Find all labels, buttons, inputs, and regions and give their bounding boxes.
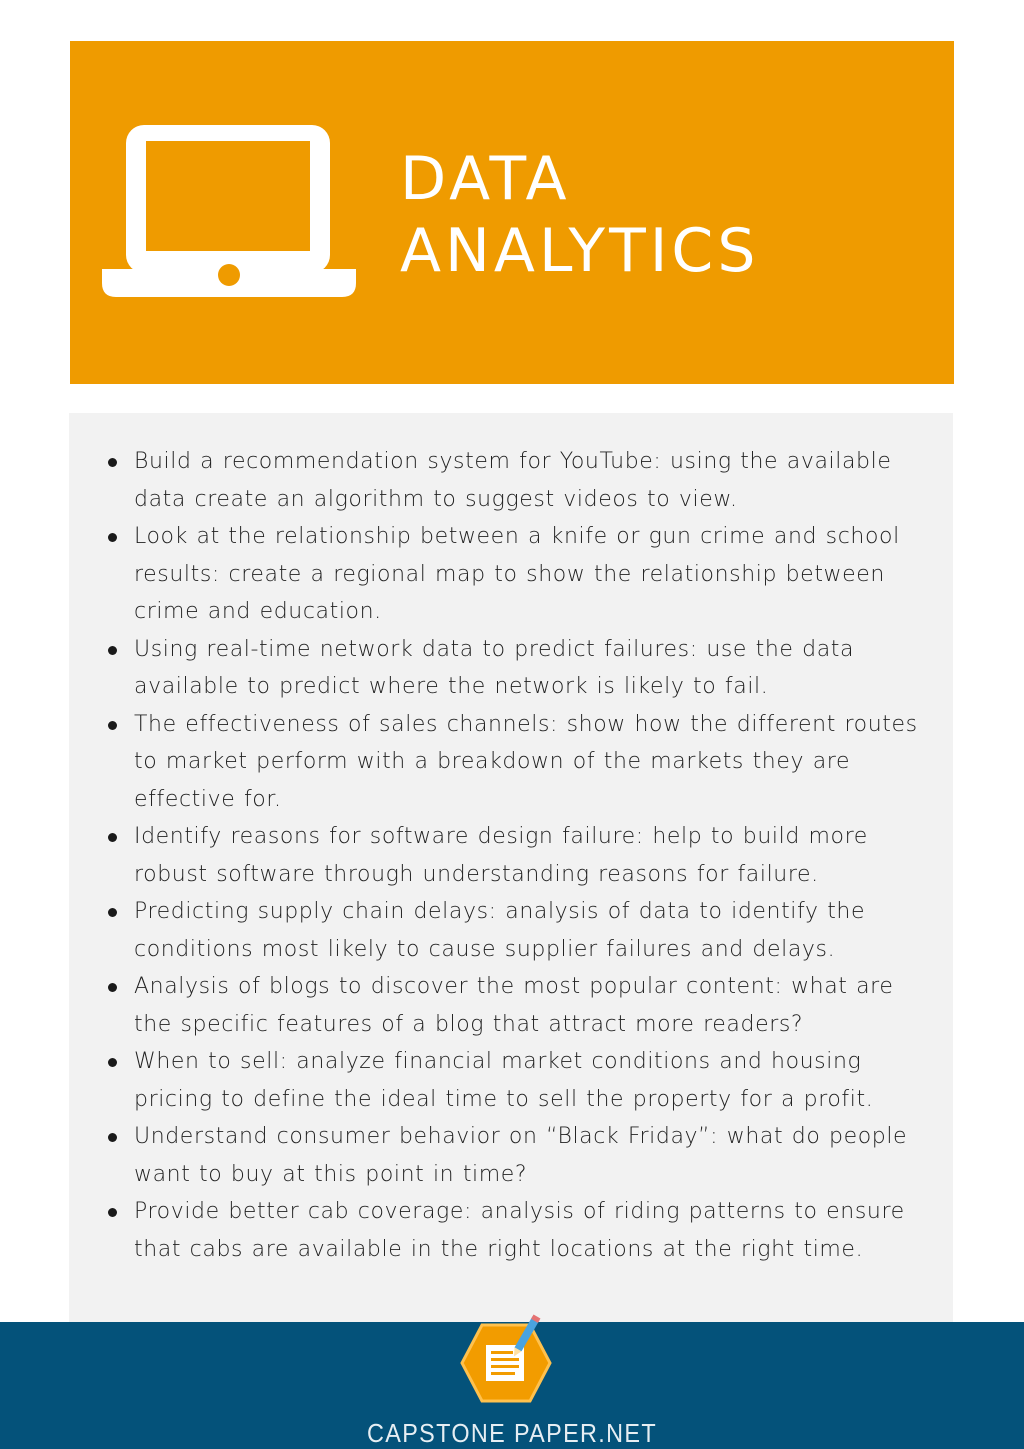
bullet-icon: [108, 721, 117, 730]
bullet-icon: [108, 983, 117, 992]
topics-panel: [69, 413, 953, 1348]
header-banner: [70, 41, 954, 384]
list-item: [134, 818, 924, 893]
bullet-icon: [108, 1058, 117, 1067]
list-item: [134, 443, 924, 518]
list-item: [134, 631, 924, 706]
list-item-text: Predicting supply chain delays: analysis of data to identify the conditions most likely to cause supplier failures and delays.: [134, 899, 866, 962]
list-item-text: Using real-time network data to predict failures: use the data available to predict where the network is likely to fail.: [134, 636, 855, 699]
list-item: [134, 968, 924, 1043]
bullet-icon: [108, 533, 117, 542]
document-pencil-icon: [458, 1311, 554, 1411]
title-line-2: ANALYTICS: [400, 216, 760, 286]
bullet-icon: [108, 1133, 117, 1142]
list-item-text: Identify reasons for software design failure: help to build more robust software through understanding reasons for failure.: [134, 824, 868, 887]
list-item-text: The effectiveness of sales channels: show how the different routes to market perform with a breakdown of the markets they are effective for.: [134, 711, 918, 812]
footer-brand[interactable]: CAPSTONE PAPER.NET: [367, 1418, 657, 1448]
list-item-text: Understand consumer behavior on “Black Friday”: what do people want to buy at this point in time?: [134, 1124, 908, 1187]
list-item-text: Build a recommendation system for YouTube: using the available data create an algorithm to suggest videos to view.: [134, 449, 892, 512]
list-item-text: Analysis of blogs to discover the most popular content: what are the specific features of a blog that attract more readers?: [134, 974, 894, 1037]
bullet-icon: [108, 908, 117, 917]
bullet-icon: [108, 646, 117, 655]
list-item: [134, 1193, 924, 1268]
list-item-text: Look at the relationship between a knife or gun crime and school results: create a regional map to show the relationship between crime and education.: [134, 524, 900, 624]
title-line-1: DATA: [400, 144, 571, 214]
bullet-icon: [108, 1208, 117, 1217]
laptop-icon: [102, 117, 356, 297]
page-title: [400, 143, 759, 287]
list-item-text: Provide better cab coverage: analysis of riding patterns to ensure that cabs are available in the right locations at the right time.: [134, 1199, 905, 1262]
list-item: [134, 893, 924, 968]
topics-list: [134, 443, 924, 1268]
list-item: [134, 518, 924, 631]
bullet-icon: [108, 833, 117, 842]
list-item-text: When to sell: analyze financial market conditions and housing pricing to define the ideal time to sell the property for a profit.: [134, 1049, 874, 1112]
list-item: [134, 706, 924, 819]
list-item: [134, 1118, 924, 1193]
bullet-icon: [108, 458, 117, 467]
list-item: [134, 1043, 924, 1118]
